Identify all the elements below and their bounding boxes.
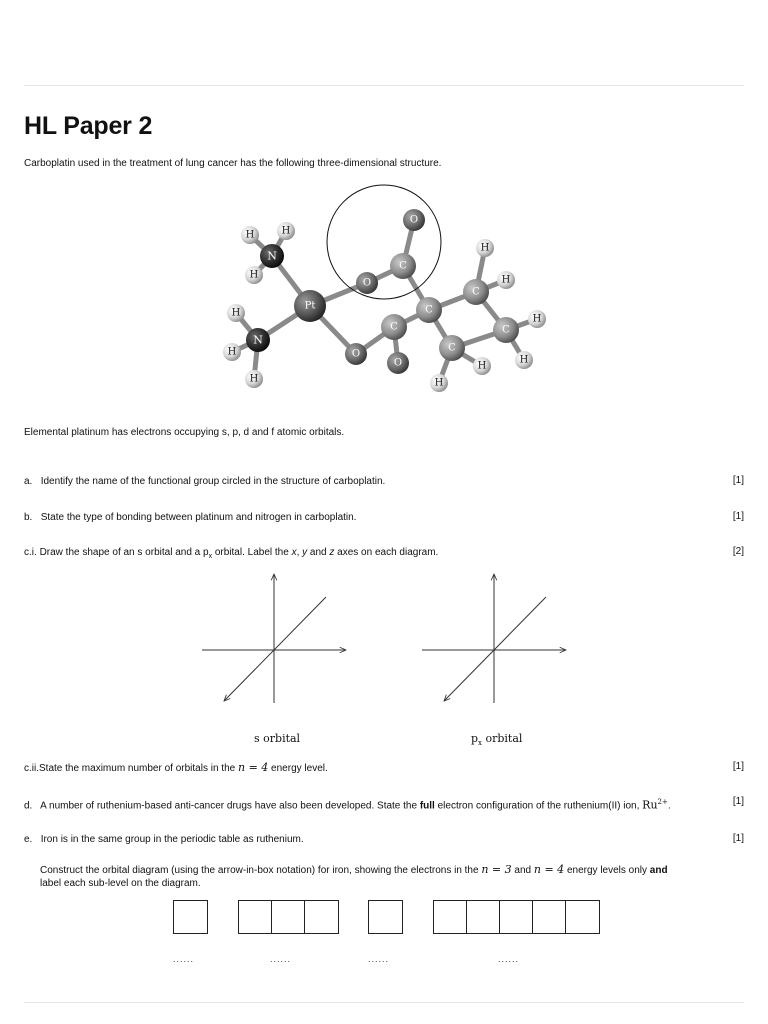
question-cii-marks: [1]	[732, 761, 744, 772]
atom-label-pt: Pt	[304, 300, 316, 312]
question-a	[24, 475, 385, 488]
atom-label-c: C	[399, 260, 407, 272]
sublevel-label-blank-2[interactable]: ......	[270, 954, 292, 964]
orbital-axes-diagrams	[190, 568, 580, 708]
question-d-marks: [1]	[732, 796, 744, 807]
atom-label-h: H	[281, 225, 291, 237]
sublevel-label-blank-1[interactable]: ......	[173, 954, 195, 964]
question-cii-label: c.ii.	[24, 763, 39, 774]
atom-label-c: C	[448, 342, 456, 354]
orbital-box-group-1	[173, 900, 208, 934]
sublevel-label-blank-3[interactable]: ......	[368, 954, 390, 964]
question-d-text-3: .	[667, 800, 671, 812]
question-ci-text-3: axes on each diagram.	[334, 547, 439, 558]
comma: ,	[296, 547, 303, 558]
page-title: HL Paper 2	[24, 112, 153, 140]
question-cii	[24, 761, 328, 775]
atom-label-h: H	[480, 242, 490, 254]
px-orbital-axes	[422, 574, 566, 703]
atom-label-c: C	[502, 324, 510, 336]
intro-text: Carboplatin used in the treatment of lung cancer has the following three-dimensional structure.	[24, 158, 442, 169]
carboplatin-structure	[210, 180, 560, 405]
question-e-instructions	[40, 863, 668, 890]
orbital-box[interactable]	[272, 901, 305, 933]
question-e-label: e.	[24, 834, 33, 845]
atom-label-h: H	[227, 346, 237, 358]
question-a-label: a.	[24, 476, 33, 487]
orbital-box[interactable]	[566, 901, 599, 933]
n-equals-3: n = 3	[481, 863, 512, 876]
orbital-box[interactable]	[369, 901, 402, 933]
question-e-marks: [1]	[732, 833, 744, 844]
question-b	[24, 511, 356, 524]
orbital-box[interactable]	[305, 901, 338, 933]
atom-label-h: H	[519, 354, 529, 366]
atom-label-n: N	[253, 333, 263, 347]
x-axis-letter: x	[291, 547, 297, 558]
question-d	[24, 796, 671, 812]
question-b-text: State the type of bonding between platinum and nitrogen in carboplatin.	[40, 512, 357, 523]
question-d-text-2: electron configuration of the ruthenium(II) ion,	[434, 800, 643, 812]
px-caption-rest: orbital	[482, 732, 523, 745]
question-ci	[24, 546, 438, 563]
question-b-label: b.	[24, 512, 33, 523]
ion-charge: 2+	[657, 798, 668, 806]
bottom-rule	[24, 1002, 744, 1003]
atom-label-h: H	[231, 307, 241, 319]
atom-label-h: H	[249, 269, 259, 281]
s-orbital-caption: s orbital	[254, 732, 301, 745]
orbital-box-group-1b	[368, 900, 403, 934]
orbital-box-group-3	[238, 900, 339, 934]
atom-label-o: O	[393, 357, 403, 369]
question-cii-text: State the maximum number of orbitals in the	[39, 763, 238, 774]
px-caption-p: p	[471, 732, 479, 745]
orbital-box[interactable]	[533, 901, 566, 933]
instr-text-line2: label each sub-level on the diagram.	[40, 878, 201, 889]
orbital-box[interactable]	[467, 901, 500, 933]
orbital-box[interactable]	[500, 901, 533, 933]
px-caption-sub: x	[478, 739, 482, 748]
orbital-box-group-5	[433, 900, 600, 934]
instr-text-1: Construct the orbital diagram (using the arrow-in-box notation) for iron, showing the electrons in the	[40, 865, 482, 876]
top-rule	[24, 85, 744, 86]
question-e-text: Iron is in the same group in the periodic table as ruthenium.	[40, 834, 304, 845]
question-cii-text-2: energy level.	[268, 763, 328, 774]
atom-label-c: C	[390, 321, 398, 333]
question-a-text: Identify the name of the functional group circled in the structure of carboplatin.	[40, 476, 386, 487]
px-subscript: x	[208, 553, 213, 560]
atom-label-o: O	[409, 214, 419, 226]
atom-label-n: N	[267, 249, 277, 263]
atom-label-o: O	[362, 277, 372, 289]
instr-text-3: energy levels only	[564, 865, 650, 876]
orbital-box[interactable]	[239, 901, 272, 933]
instr-text-2: and	[511, 865, 534, 876]
question-a-marks: [1]	[732, 475, 744, 486]
atom-label-h: H	[249, 373, 259, 385]
question-e	[24, 833, 304, 846]
question-d-label: d.	[24, 800, 33, 812]
orbitals-statement: Elemental platinum has electrons occupying s, p, d and f atomic orbitals.	[24, 427, 345, 438]
z-axis-letter: z	[329, 547, 335, 558]
functional-group-circle	[327, 185, 441, 299]
atom-label-h: H	[501, 274, 511, 286]
atom-label-h: H	[477, 360, 487, 372]
n-equals-4: n = 4	[237, 761, 269, 774]
atoms	[223, 209, 546, 392]
px-orbital-caption	[471, 732, 522, 747]
atom-label-h: H	[245, 229, 255, 241]
question-ci-label: c.i.	[24, 547, 37, 558]
atom-label-c: C	[425, 304, 433, 316]
orbital-box[interactable]	[174, 901, 207, 933]
y-axis-letter: y	[302, 547, 308, 558]
question-b-marks: [1]	[732, 511, 744, 522]
question-ci-text-2: orbital. Label the	[212, 547, 292, 558]
ruthenium-symbol: Ru	[642, 798, 658, 812]
and-word: and	[307, 547, 330, 558]
s-orbital-axes	[202, 574, 346, 703]
n-equals-4: n = 4	[533, 863, 565, 876]
full-bold: full	[419, 800, 435, 812]
orbital-box[interactable]	[434, 901, 467, 933]
question-ci-text: Draw the shape of an s orbital and a p	[39, 547, 209, 558]
atom-label-c: C	[472, 286, 480, 298]
question-d-text: A number of ruthenium-based anti-cancer drugs have also been developed. State the	[40, 800, 420, 812]
atom-label-o: O	[351, 348, 361, 360]
question-ci-marks: [2]	[732, 546, 744, 557]
atom-label-h: H	[532, 313, 542, 325]
atom-label-h: H	[434, 377, 444, 389]
sublevel-label-blank-4[interactable]: ......	[498, 954, 520, 964]
and-bold: and	[649, 865, 668, 876]
